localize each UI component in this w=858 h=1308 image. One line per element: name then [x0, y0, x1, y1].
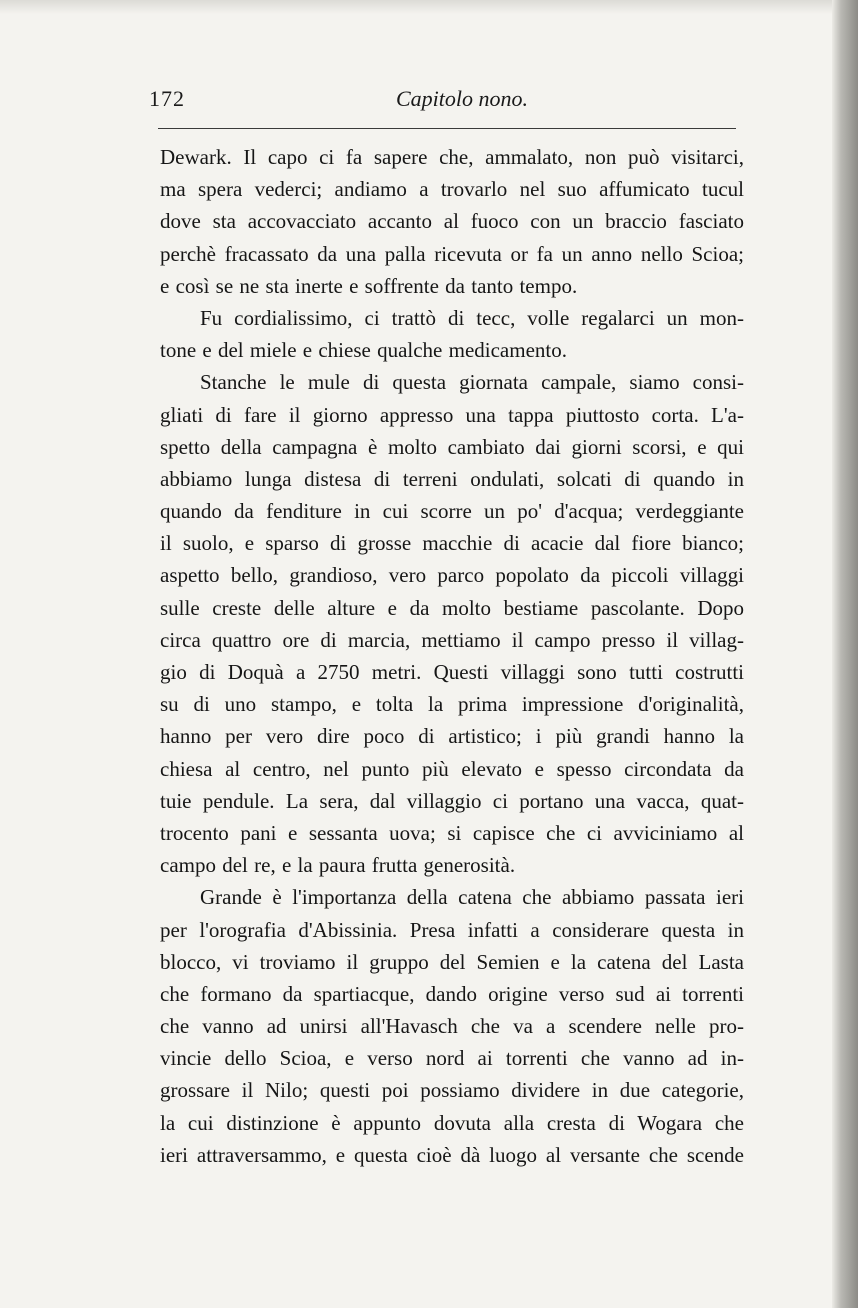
- page-number: 172: [149, 86, 185, 111]
- text-line: che vanno ad unirsi all'Havasch che va a scendere nelle pro-: [160, 1014, 744, 1039]
- text-line: su di uno stampo, e tolta la prima impressione d'originalità,: [160, 692, 744, 717]
- text-line: Stanche le mule di questa giornata campale, siamo consi-: [200, 370, 744, 395]
- text-line: spetto della campagna è molto cambiato dai giorni scorsi, e qui: [160, 434, 744, 459]
- text-line: perchè fracassato da una palla ricevuta or fa un anno nello Scioa;: [160, 241, 744, 266]
- text-line: Dewark. Il capo ci fa sapere che, ammalato, non può visitarci,: [160, 145, 744, 169]
- text-line: Grande è l'importanza della catena che abbiamo passata ieri: [200, 885, 744, 910]
- text-line: chiesa al centro, nel punto più elevato e spesso circondata da: [160, 756, 744, 781]
- text-line: tone e del miele e chiese qualche medicamento.: [160, 338, 567, 363]
- text-line: dove sta accovacciato accanto al fuoco con un braccio fasciato: [160, 209, 744, 234]
- page-top-shadow: [0, 0, 858, 14]
- text-line: hanno per vero dire poco di artistico; i più grandi hanno la: [160, 724, 744, 749]
- text-line: ieri attraversammo, e questa cioè dà luogo al versante che scende: [160, 1142, 744, 1167]
- text-line: circa quattro ore di marcia, mettiamo il campo presso il villag-: [160, 627, 744, 652]
- text-line: il suolo, e sparso di grosse macchie di acacie dal fiore bianco;: [160, 531, 744, 556]
- text-line: campo del re, e la paura frutta generosità.: [160, 853, 516, 878]
- text-line: abbiamo lunga distesa di terreni ondulati, solcati di quando in: [160, 466, 744, 491]
- text-line: Fu cordialissimo, ci trattò di tecc, volle regalarci un mon-: [200, 305, 744, 330]
- body-text: [160, 141, 744, 1171]
- text-line: blocco, vi troviamo il gruppo del Semien e la catena del Lasta: [160, 949, 744, 974]
- text-line: vincie dello Scioa, e verso nord ai torrenti che vanno ad in-: [160, 1046, 744, 1071]
- text-line: quando da fenditure in cui scorre un po' d'acqua; verdeggiante: [160, 499, 744, 524]
- text-line: gliati di fare il giorno appresso una tappa piuttosto corta. L'a-: [160, 402, 744, 427]
- text-line: per l'orografia d'Abissinia. Presa infatti a considerare questa in: [160, 917, 744, 942]
- header-rule: [158, 128, 736, 129]
- text-line: grossare il Nilo; questi poi possiamo dividere in due categorie,: [160, 1078, 744, 1103]
- text-line: aspetto bello, grandioso, vero parco popolato da piccoli villaggi: [160, 563, 744, 588]
- text-line: che formano da spartiacque, dando origine verso sud ai torrenti: [160, 981, 744, 1006]
- text-line: trocento pani e sessanta uova; si capisce che ci avviciniamo al: [160, 820, 744, 845]
- page-edge-shadow: [832, 0, 858, 1308]
- text-line: sulle creste delle alture e da molto bestiame pascolante. Dopo: [160, 595, 744, 620]
- text-line: gio di Doquà a 2750 metri. Questi villaggi sono tutti costrutti: [160, 660, 744, 684]
- text-line: la cui distinzione è appunto dovuta alla cresta di Wogara che: [160, 1110, 744, 1135]
- running-title: Capitolo nono.: [396, 86, 529, 111]
- text-line: tuie pendule. La sera, dal villaggio ci portano una vacca, quat-: [160, 788, 744, 813]
- text-line: e così se ne sta inerte e soffrente da tanto tempo.: [160, 273, 578, 298]
- text-line: ma spera vederci; andiamo a trovarlo nel suo affumicato tucul: [160, 177, 744, 202]
